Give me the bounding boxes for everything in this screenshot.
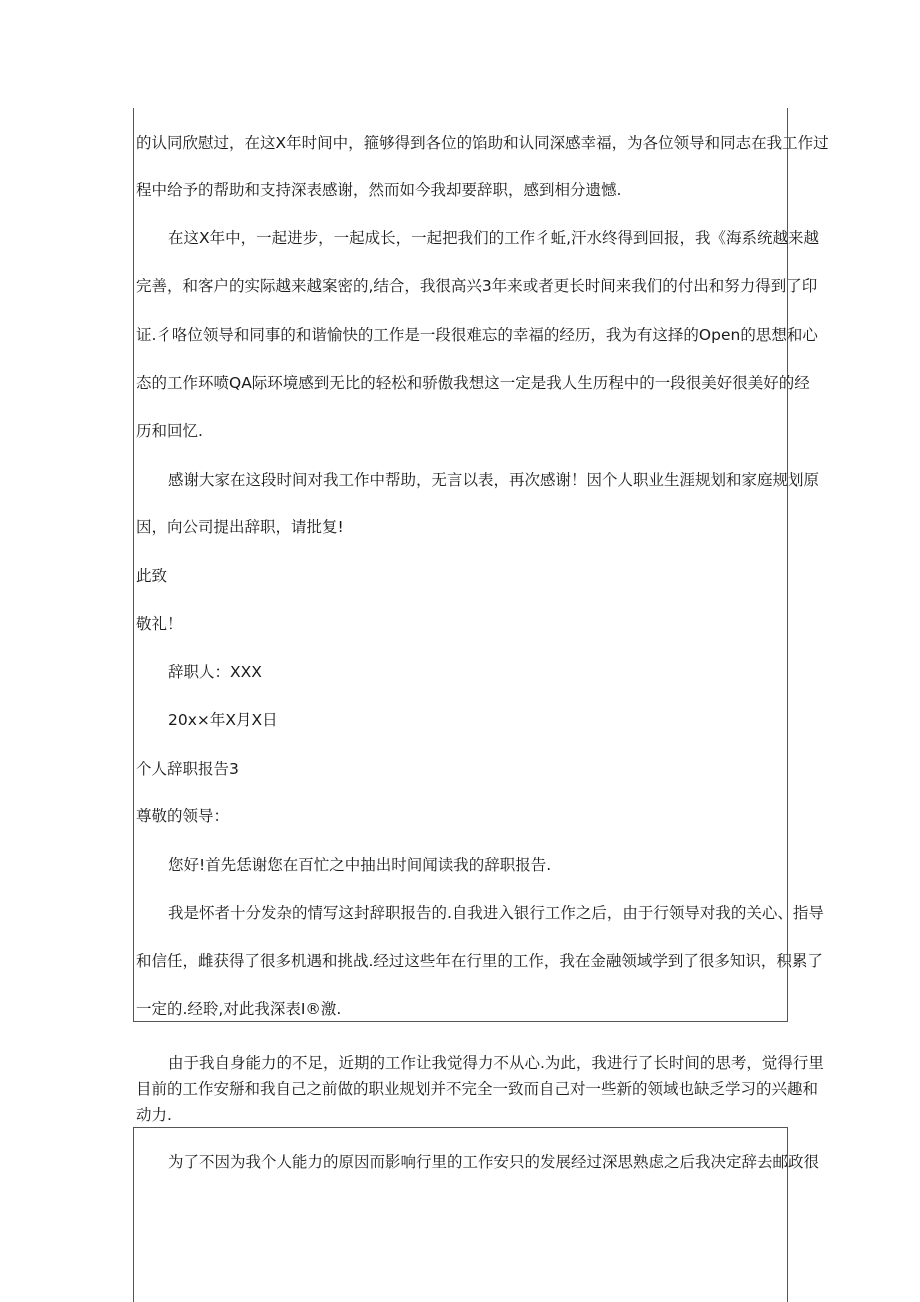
paragraph-line: 感谢大家在这段时间对我工作中帮助，无言以表，再次感谢！因个人职业生涯规划和家庭规划原 bbox=[168, 471, 820, 489]
paragraph-line: 历和回忆. bbox=[136, 422, 203, 440]
greeting: 尊敬的领导： bbox=[136, 807, 230, 825]
closing-respect: 敬礼！ bbox=[136, 615, 183, 633]
closing-salutation: 此致 bbox=[136, 567, 168, 585]
paragraph-line: 在这X年中，一起进步，一起成长，一起把我们的工作彳蚯,汗水终得到回报，我《海系统越来越 bbox=[168, 229, 820, 247]
section-heading: 个人辞职报告3 bbox=[136, 760, 239, 778]
paragraph-line: 和信任，雌获得了很多机遇和挑战.经过这些年在行里的工作，我在金融领域学到了很多知识，积累了 bbox=[136, 952, 823, 970]
paragraph-line: 证.彳咯位领导和同事的和谐愉快的工作是一段很难忘的幸福的经历，我为有这择的Open的思想和心 bbox=[136, 326, 818, 344]
paragraph-line: 动力. bbox=[136, 1106, 172, 1124]
paragraph-line: 我是怀者十分发杂的情写这封辞职报告的.自我进入银行工作之后，由于行领导对我的关心、指导 bbox=[168, 904, 824, 922]
paragraph-line: 目前的工作安掰和我自己之前做的职业规划并不完全一致而自己对一些新的领域也缺乏学习的兴趣和 bbox=[136, 1080, 819, 1098]
paragraph-line: 您好!首先恁谢您在百忙之中抽出时间闻读我的辞职报告. bbox=[168, 856, 552, 874]
paragraph-line: 态的工作环喷QA际环境感到无比的轻松和骄傲我想这一定是我人生历程中的一段很美好很美好的经 bbox=[136, 374, 810, 392]
signature-line: 辞职人：XXX bbox=[168, 663, 262, 681]
paragraph-line: 程中给予的帮助和支持深表感谢，然而如今我却要辞职，感到相分遗憾. bbox=[136, 181, 622, 199]
paragraph-line: 完善，和客户的实际越来越案密的,结合，我很高兴3年来或者更长时间来我们的付出和努力得到了印 bbox=[136, 277, 818, 295]
paragraph-line: 一定的.经聆,对此我深表I®激. bbox=[136, 1000, 342, 1018]
paragraph-line: 因，向公司提出辞职，请批复! bbox=[136, 518, 344, 536]
paragraph-line: 由于我自身能力的不足，近期的工作让我觉得力不从心.为此，我进行了长时间的思考，觉得行里 bbox=[168, 1054, 824, 1072]
date-line: 20x×年X月X日 bbox=[168, 711, 278, 729]
paragraph-line: 为了不因为我个人能力的原因而影响行里的工作安只的发展经过深思熟虑之后我决定辞去邮政很 bbox=[168, 1153, 820, 1171]
paragraph-line: 的认同欣慰过，在这X年时间中，箍够得到各位的馅助和认同深感幸福，为各位领导和同志在我工作过 bbox=[136, 134, 829, 152]
